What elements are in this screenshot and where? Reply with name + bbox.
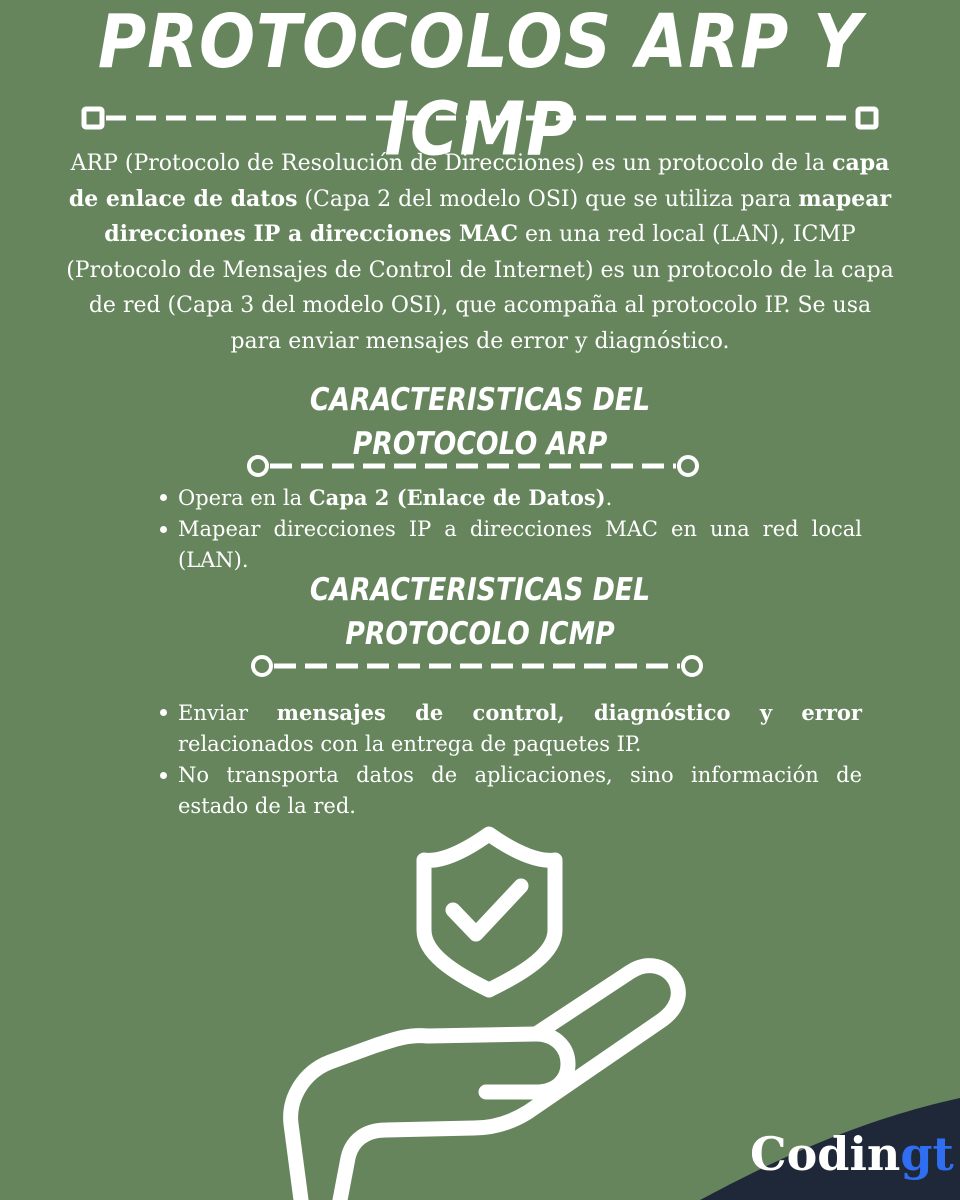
brand-logo: Codingt: [750, 1127, 954, 1181]
page-title: PROTOCOLOS ARP Y ICMP: [97, 0, 863, 173]
intro-paragraph: ARP (Protocolo de Resolución de Direcciones) es un protocolo de la capa de enlace de datos (Capa 2 del modelo OSI) que se utiliza para mapear direcciones IP a direcciones MAC en una red local (LAN), ICMP (Protocolo de Mensajes de Control de Internet) es un protocolo de la capa de red (Capa 3 del modelo OSI), que acompaña al protocolo IP. Se usa para enviar mensajes de error y diagnóstico.: [66, 150, 894, 354]
list-item: Opera en la Capa 2 (Enlace de Datos).: [150, 482, 862, 514]
list-item: Mapear direcciones IP a direcciones MAC en una red local (LAN).: [150, 514, 862, 576]
arp-heading: CARACTERISTICAS DEL PROTOCOLO ARP: [309, 382, 651, 462]
list-item: No transporta datos de aplicaciones, sino información de estado de la red.: [150, 760, 862, 822]
intro-bold-2: mapear direcciones IP a direcciones MAC: [104, 185, 892, 247]
intro-bold-1: capa de enlace de datos: [68, 150, 890, 212]
icmp-heading: CARACTERISTICAS DEL PROTOCOLO ICMP: [309, 572, 651, 652]
list-item: Enviar mensajes de control, diagnóstico y error relacionados con la entrega de paquetes IP.: [150, 697, 862, 760]
